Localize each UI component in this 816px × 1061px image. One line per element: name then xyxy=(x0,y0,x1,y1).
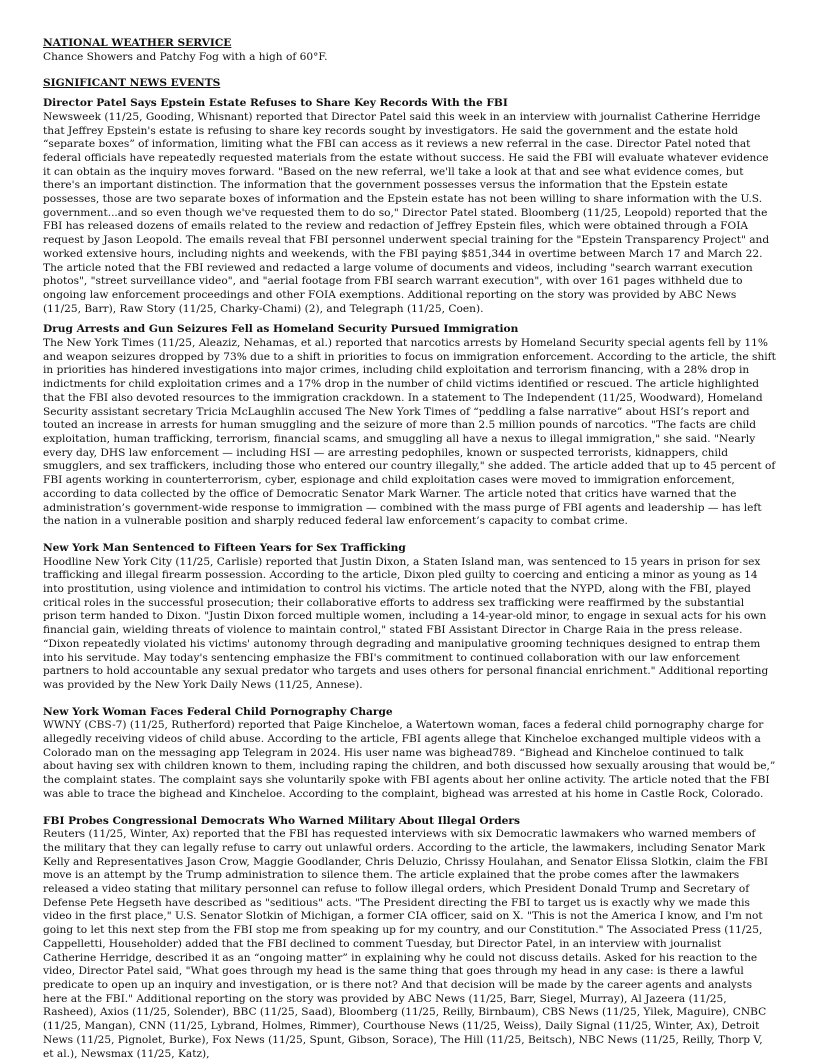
article-title: Drug Arrests and Gun Seizures Fell as Homeland Security Pursued Immigration xyxy=(43,323,519,336)
article-body: The New York Times (11/25, Aleaziz, Nehamas, et al.) reported that narcotics arrests by Homeland Security special agents fell by 11% and weapon seizures dropped by 73% due to a shift in priorities to focus on immigration enforcement. According to the article, the shift in priorities has hindered investigations into major crimes, including child exploitation and terrorism financing, with a 28% drop in indictments for child exploitation crimes and a 17% drop in the number of child victims identified or rescued. The article highlighted that the FBI also devoted resources to the immigration crackdown. In a statement to The Independent (11/25, Woodward), Homeland Security assistant secretary Tricia McLaughlin accused The New York Times of “peddling a false narrative” about HSI’s report and touted an increase in arrests for human smuggling and the seizure of more than 2.5 million pounds of narcotics. "The facts are child exploitation, human trafficking, terrorism, financial scams, and smuggling all have a nexus to illegal immigration," she said. "Nearly every day, DHS law enforcement — including HSI — are arresting pedophiles, known or suspected terrorists, kidnappers, child smugglers, and sex traffickers, including those who entered our country illegally," she added. The article added that up to 45 percent of FBI agents working in counterterrorism, cyber, espionage and child exploitation cases were moved to immigration enforcement, according to data collected by the office of Democratic Senator Mark Warner. The article noted that critics have warned that the administration’s government-wide response to immigration — combined with the mass purge of FBI agents and leadership — has left the nation in a vulnerable position and sharply reduced federal law enforcement’s capacity to combat crime. xyxy=(43,337,776,528)
article-body: WWNY (CBS-7) (11/25, Rutherford) reported that Paige Kincheloe, a Watertown woman, faces a federal child pornography charge for allegedly receiving videos of child abuse. According to the article, FBI agents allege that Kincheloe exchanged multiple videos with a Colorado man on the messaging app Telegram in 2024. His user name was bighead789. “Bighead and Kincheloe continued to talk about having sex with children known to them, including raping the children, and both discussed how sexually arousing that would be,” the complaint states. The complaint says she voluntarily spoke with FBI agents about her online activity. The article noted that the FBI was able to trace the bighead and Kincheloe. According to the complaint, bighead was arrested at his home in Castle Rock, Colorado. xyxy=(43,719,776,800)
article xyxy=(43,542,776,693)
weather-forecast: Chance Showers and Patchy Fog with a high of 60°F. xyxy=(43,50,328,63)
article-title: FBI Probes Congressional Democrats Who Warned Military About Illegal Orders xyxy=(43,814,520,827)
article xyxy=(43,323,776,529)
article xyxy=(43,97,776,316)
weather-heading: NATIONAL WEATHER SERVICE xyxy=(43,37,232,49)
document-page xyxy=(43,37,776,1061)
article-title: New York Man Sentenced to Fifteen Years for Sex Trafficking xyxy=(43,541,406,554)
article-body: Reuters (11/25, Winter, Ax) reported that the FBI has requested interviews with six Democratic lawmakers who warned members of the military that they can legally refuse to carry out unlawful orders. According to the article, the lawmakers, including Senator Mark Kelly and Representatives Jason Crow, Maggie Goodlander, Chris Deluzio, Chrissy Houlahan, and Senator Elissa Slotkin, claim the FBI move is an attempt by the Trump administration to silence them. The article explained that the probe comes after the lawmakers released a video stating that military personnel can refuse to follow illegal orders, which President Donald Trump and Secretary of Defense Pete Hegseth have described as "seditious" acts. "The President directing the FBI to target us is exactly why we made this video in the first place," U.S. Senator Slotkin of Michigan, a former CIA officer, said on X. "This is not the America I know, and I'm not going to let this next step from the FBI stop me from speaking up for my country, and our Constitution." The Associated Press (11/25, Cappelletti, Householder) added that the FBI declined to comment Tuesday, but Director Patel, in an interview with journalist Catherine Herridge, described it as an “ongoing matter” in explaining why he could not discuss details. Asked for his reaction to the video, Director Patel said, "What goes through my head is the same thing that goes through my head in any case: is there a lawful predicate to open up an inquiry and investigation, or is there not? And that decision will be made by the career agents and analysts here at the FBI." Additional reporting on the story was provided by ABC News (11/25, Barr, Siegel, Murray), Al Jazeera (11/25, Rasheed), Axios (11/25, Solender), BBC (11/25, Saad), Bloomberg (11/25, Reilly, Birnbaum), CBS News (11/25, Yilek, Maguire), CNBC (11/25, Mangan), CNN (11/25, Lybrand, Holmes, Rimmer), Courthouse News (11/25, Weiss), Daily Signal (11/25, Winter, Ax), Detroit News (11/25, Pignolet, Burke), Fox News (11/25, Spunt, Gibson, Sorace), The Hill (11/25, Beitsch), NBC News (11/25, Reilly, Thorp V, et al.), Newsmax (11/25, Katz), xyxy=(43,828,768,1060)
article xyxy=(43,706,776,802)
news-heading: SIGNIFICANT NEWS EVENTS xyxy=(43,77,221,90)
article-body: Hoodline New York City (11/25, Carlisle) reported that Justin Dixon, a Staten Island man, was sentenced to 15 years in prison for sex trafficking and illegal firearm possession. According to the article, Dixon pled guilty to coercing and enticing a minor as young as 14 into prostitution, using violence and intimidation to control his victims. The article noted that the NYPD, along with the FBI, played critical roles in the successful prosecution; their collaborative efforts to address sex trafficking were reaffirmed by the substantial prison term handed to Dixon. "Justin Dixon forced multiple women, including a 14-year-old minor, to engage in sexual acts for his own financial gain, wielding threats of violence to maintain control," stated FBI Assistant Director in Charge Raia in the press release. “Dixon repeatedly violated his victims' autonomy through degrading and manipulative grooming techniques designed to entrap them into his servitude. May today's sentencing emphasize the FBI's commitment to continued collaboration with our law enforcement partners to hold accountable any sexual predator who targets and uses others for personal financial enrichment." Additional reporting was provided by the New York Daily News (11/25, Annese). xyxy=(43,555,769,691)
article-body: Newsweek (11/25, Gooding, Whisnant) reported that Director Patel said this week in an interview with journalist Catherine Herridge that Jeffrey Epstein's estate is refusing to share key records sought by investigators. He said the government and the estate hold “separate boxes” of information, limiting what the FBI can access as it reviews a new referral in the case. Director Patel noted that federal officials have repeatedly requested materials from the estate without success. He said the FBI will evaluate whatever evidence it can obtain as the inquiry moves forward. "Based on the new referral, we'll take a look at that and see what evidence comes, but there's an important distinction. The information that the government possesses versus the information that the Epstein estate possesses, those are two separate boxes of information and the Epstein estate has not been willing to share information with the U.S. government...and so even though we've requested them to do so," Director Patel stated. Bloomberg (11/25, Leopold) reported that the FBI has released dozens of emails related to the review and redaction of Jeffrey Epstein files, which were obtained through a FOIA request by Jason Leopold. The emails reveal that FBI personnel underwent special training for the "Epstein Transparency Project" and worked extensive hours, including nights and weekends, with the FBI paying $851,344 in overtime between March 17 and March 22. The article noted that the FBI reviewed and redacted a large volume of documents and videos, including "search warrant execution photos", "street surveillance video", and "aerial footage from FBI search warrant execution", with over 161 pages withheld due to ongoing law enforcement proceedings and other FOIA exemptions. Additional reporting on the story was provided by ABC News (11/25, Barr), Raw Story (11/25, Charky-Chami) (2), and Telegraph (11/25, Coen). xyxy=(43,110,770,315)
article xyxy=(43,815,776,1061)
article-title: Director Patel Says Epstein Estate Refuses to Share Key Records With the FBI xyxy=(43,97,508,110)
article-title: New York Woman Faces Federal Child Pornography Charge xyxy=(43,705,393,718)
